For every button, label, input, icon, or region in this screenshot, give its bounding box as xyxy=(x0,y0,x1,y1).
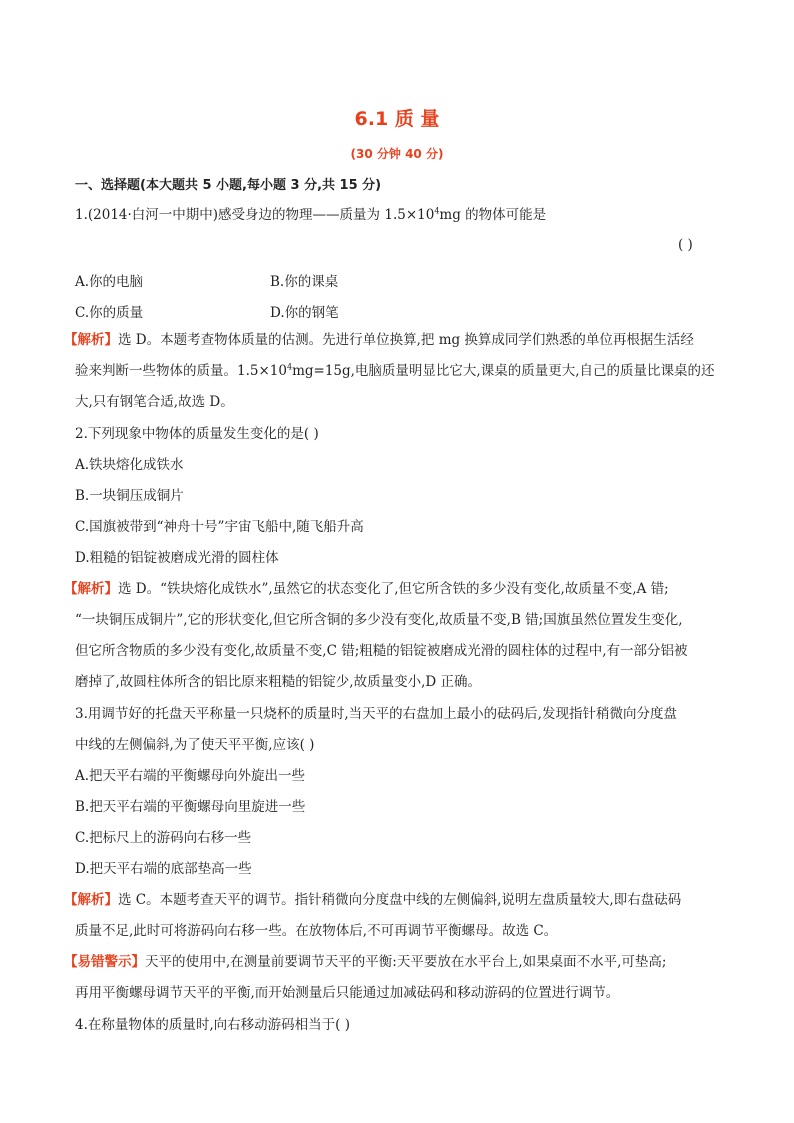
answer-blank: ( ) xyxy=(678,237,693,253)
option-a: A.铁块熔化成铁水 xyxy=(75,457,184,473)
explanation-3-line-1: 【解析】选 C。本题考查天平的调节。指针稍微向分度盘中线的左侧偏斜,说明左盘质量较大,即右盘砝码 xyxy=(64,892,682,908)
warning-tag: 【易错警示】 xyxy=(64,954,145,970)
explanation-2-line-1: 【解析】选 D。“铁块熔化成铁水”,虽然它的状态变化了,但它所含铁的多少没有变化,故质量不变,A 错; xyxy=(64,581,669,597)
option-c: C.把标尺上的游码向右移一些 xyxy=(75,830,252,846)
question-1-stem: 1.(2014·白河一中期中)感受身边的物理——质量为 $1.5\times 10^4mg$ 的物体可能是 xyxy=(75,206,547,223)
question-3-stem-line-2: 中线的左侧偏斜,为了使天平平衡,应该( ) xyxy=(75,737,315,753)
option-d: D.把天平右端的底部垫高一些 xyxy=(75,861,252,877)
warning-line-1: 【易错警示】天平的使用中,在测量前要调节天平的平衡:天平要放在水平台上,如果桌面不水平,可垫高; xyxy=(64,954,667,970)
time-score-subtitle: (30 分钟 40 分) xyxy=(350,147,444,161)
explanation-1-line-2: 验来判断一些物体的质量。$1.5\times 10^4mg=15g$,电脑质量明显比它大,课桌的质量更大,自己的质量比课桌的还 xyxy=(75,362,715,379)
warning-line-2: 再用平衡螺母调节天平的平衡,而开始测量后只能通过加减砝码和移动游码的位置进行调节。 xyxy=(75,985,620,1001)
option-a: A.把天平右端的平衡螺母向外旋出一些 xyxy=(75,768,306,784)
option-d: D.你的钢笔 xyxy=(270,305,339,321)
option-d: D.粗糙的铝锭被磨成光滑的圆柱体 xyxy=(75,550,279,566)
explanation-2-line-3: 但它所含物质的多少没有变化,故质量不变,C 错;粗糙的铝锭被磨成光滑的圆柱体的过程中,有一部分铝被 xyxy=(75,643,688,659)
analysis-tag: 【解析】 xyxy=(64,332,118,348)
analysis-tag: 【解析】 xyxy=(64,581,118,597)
page-title: 6.1 质 量 xyxy=(354,108,440,130)
option-a: A.你的电脑 xyxy=(75,274,144,290)
explanation-1-line-3: 大,只有钢笔合适,故选 D。 xyxy=(75,394,234,410)
explanation-2-line-2: “一块铜压成铜片”,它的形状变化,但它所含铜的多少没有变化,故质量不变,B 错;国旗虽然位置发生变化, xyxy=(75,612,683,628)
question-2-stem: 2.下列现象中物体的质量发生变化的是( ) xyxy=(75,426,319,442)
explanation-2-line-4: 磨掉了,故圆柱体所含的铝比原来粗糙的铝锭少,故质量变小,D 正确。 xyxy=(75,674,481,690)
explanation-1-line-1: 【解析】选 D。本题考查物体质量的估测。先进行单位换算,把 mg 换算成同学们熟悉的单位再根据生活经 xyxy=(64,332,694,348)
analysis-tag: 【解析】 xyxy=(64,892,118,908)
option-b: B.你的课桌 xyxy=(270,274,339,290)
explanation-3-line-2: 质量不足,此时可将游码向右移一些。在放物体后,不可再调节平衡螺母。故选 C。 xyxy=(75,923,558,939)
option-c: C.国旗被带到“神舟十号”宇宙飞船中,随飞船升高 xyxy=(75,519,364,535)
option-b: B.一块铜压成铜片 xyxy=(75,488,184,504)
section-heading: 一、选择题(本大题共 5 小题,每小题 3 分,共 15 分) xyxy=(75,178,382,193)
option-b: B.把天平右端的平衡螺母向里旋进一些 xyxy=(75,799,306,815)
option-c: C.你的质量 xyxy=(75,305,144,321)
question-4-stem: 4.在称量物体的质量时,向右移动游码相当于( ) xyxy=(75,1017,350,1033)
question-3-stem-line-1: 3.用调节好的托盘天平称量一只烧杯的质量时,当天平的右盘加上最小的砝码后,发现指针稍微向分度盘 xyxy=(75,706,677,722)
